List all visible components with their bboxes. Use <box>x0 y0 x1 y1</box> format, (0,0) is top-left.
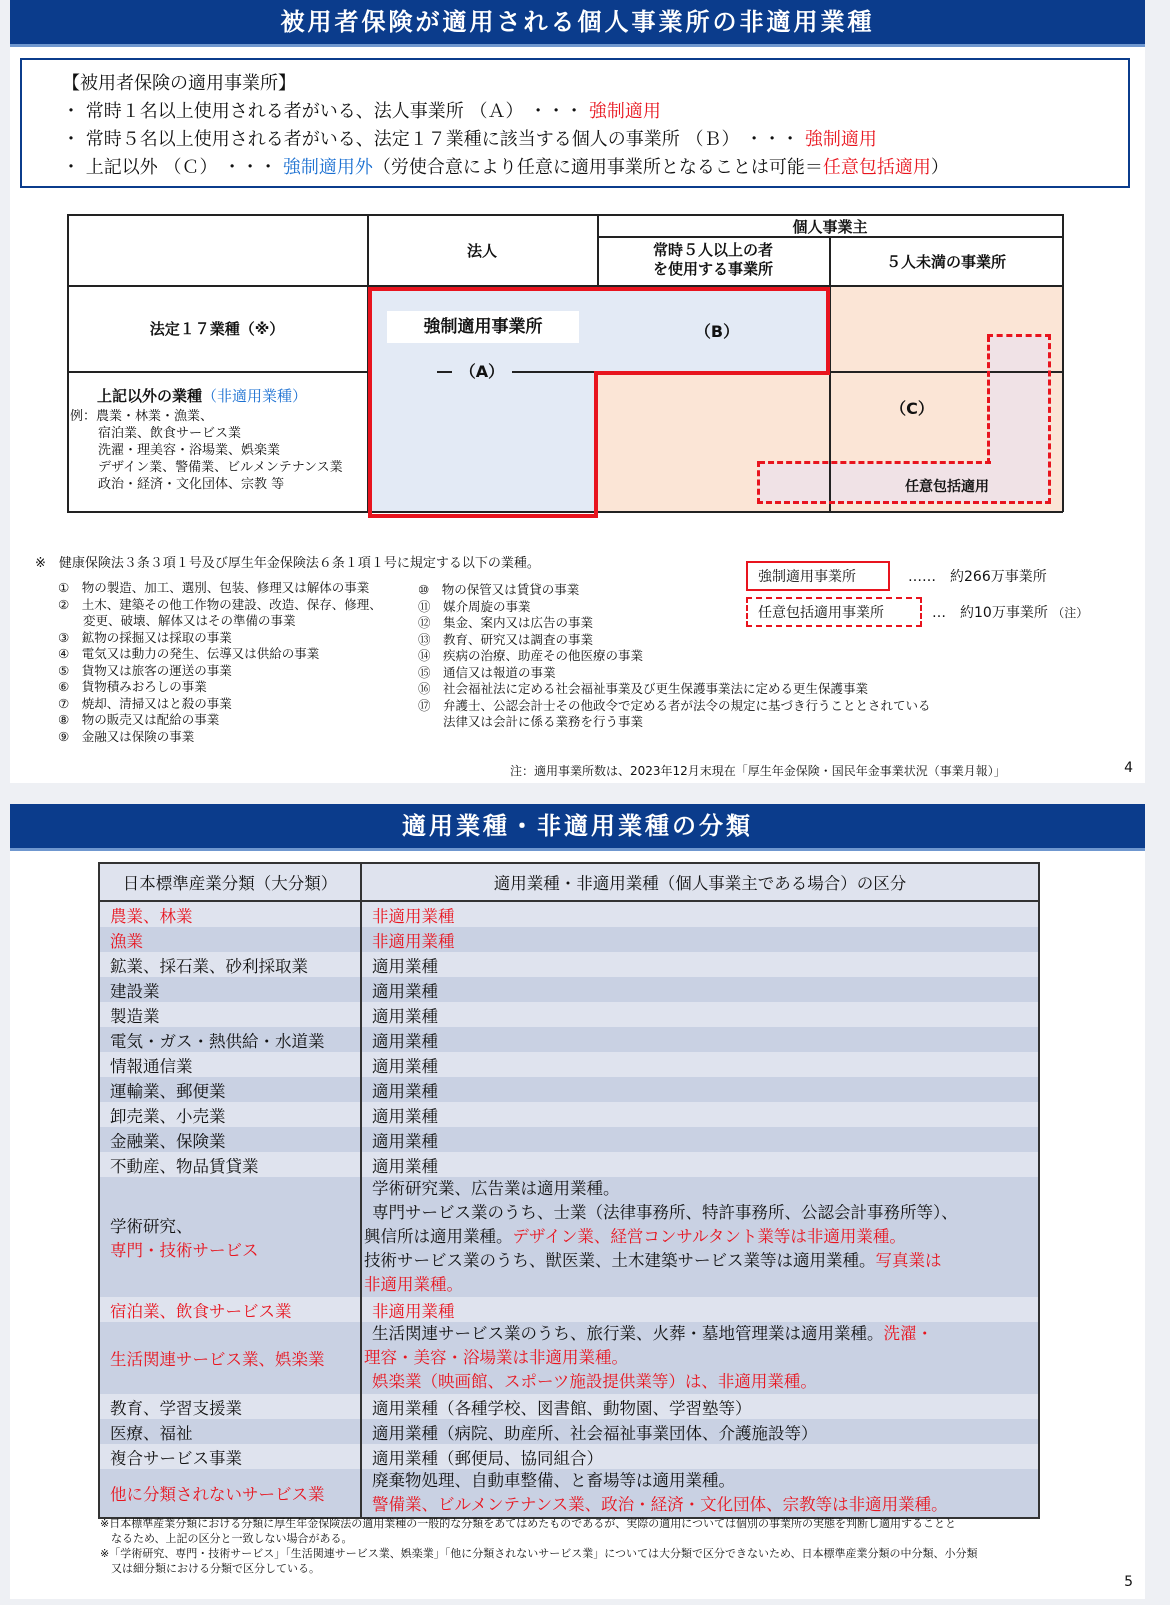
classification-cell: 適用業種 <box>361 1027 1039 1052</box>
classification-cell: 適用業種（郵便局、協同組合） <box>361 1444 1039 1469</box>
table-row <box>99 1394 1039 1419</box>
header-under5: ５人未満の事業所 <box>885 253 1006 271</box>
table-row-other <box>99 1469 1039 1518</box>
category-cell: 金融業、保険業 <box>99 1127 361 1152</box>
header-5plus: 常時５人以上の者 を使用する事業所 <box>652 241 773 278</box>
category-cell: 漁業 <box>99 927 361 952</box>
summary-line-a: ・ 常時１名以上使用される者がいる、法人事業所 （Ａ） ・・・ 強制適用 <box>62 101 661 122</box>
note-line: 洗濯・理美容・浴場業、娯楽業 <box>98 443 281 458</box>
row-other-title: 上記以外の業種（非適用業種） <box>97 387 308 405</box>
note-line: ⑰ 弁護士、公認会計士その他政令で定める者が法令の規定に基づき行うこととされている <box>418 697 931 713</box>
classification-cell: 非適用業種 <box>361 927 1039 952</box>
row-other-examples <box>70 408 343 493</box>
slide-title: 被用者保険が適用される個人事業所の非適用業種 <box>10 0 1145 47</box>
note-line: ⑨ 金融又は保険の事業 <box>58 728 195 744</box>
label-a: （A） <box>452 359 512 382</box>
notes-list-left <box>58 580 382 745</box>
legend-optional-count: … 約10万事業所 （注） <box>932 605 1089 621</box>
legend-forced-count: …… 約266万事業所 <box>908 569 1047 585</box>
label-b: （B） <box>694 322 740 341</box>
table-row <box>99 1297 1039 1322</box>
note-line: ② 土木、建築その他工作物の建設、改造、保存、修理、 <box>58 596 382 612</box>
note-line: デザイン業、警備業、ビルメンテナンス業 <box>98 460 343 475</box>
opt-fill-2 <box>989 336 1049 463</box>
header-category: 日本標準産業分類（大分類） <box>99 863 361 901</box>
classification-cell: 適用業種 <box>361 1077 1039 1102</box>
footnote: 注：適用事業所数は、2023年12月末現在「厚生年金保険・国民年金事業状況（事業月報）」 <box>510 764 1006 778</box>
note-line: ⑭ 疾病の治療、助産その他医療の事業 <box>418 648 644 663</box>
note-line: ⑯ 社会福祉法に定める社会福祉事業及び更生保護事業法に定める更生保護事業 <box>418 681 869 696</box>
note-line: ⑦ 焼却、清掃又はと殺の事業 <box>58 695 232 711</box>
category-cell: 他に分類されないサービス業 <box>99 1469 361 1518</box>
table-row <box>99 1444 1039 1469</box>
note-line: 変更、破壊、解体又はその準備の事業 <box>58 613 296 628</box>
classification-cell: 適用業種 <box>361 1102 1039 1127</box>
note-line: ③ 鉱物の採掘又は採取の事業 <box>58 629 232 645</box>
summary-line-b: ・ 常時５名以上使用される者がいる、法定１７業種に該当する個人の事業所 （Ｂ） ・・・ 強制適用 <box>62 129 877 150</box>
note-line: ① 物の製造、加工、選別、包装、修理又は解体の事業 <box>58 580 370 595</box>
category-cell: 学術研究、 専門・技術サービス <box>99 1177 361 1297</box>
table-footnotes: ※日本標準産業分類における分類に厚生年金保険法の適用業種の一般的な分類をあてはめたものであるが、実際の適用については個別の事業所の実態を判断し適用することと なるため、上記の区分と一致しない場合がある。 ※「学術研究、専門・技術サービス」「生活関連サービス業、娯楽業」「他に分類されないサービス業」については大分類で区分できないため、日本標準産業分類の中分類、小分類 又は細分類における分類で区分している。 <box>100 1517 978 1575</box>
category-cell: 建設業 <box>99 977 361 1002</box>
slide-5 <box>10 804 1145 1599</box>
legend-optional: 任意包括適用事業所 <box>746 597 922 627</box>
category-cell: 不動産、物品賃貸業 <box>99 1152 361 1177</box>
classification-cell: 廃棄物処理、自動車整備、と畜場等は適用業種。 警備業、ビルメンテナンス業、政治・経済・文化団体、宗教等は非適用業種。 <box>361 1469 1039 1518</box>
table-row <box>99 1027 1039 1052</box>
classification-cell: 適用業種 <box>361 1152 1039 1177</box>
classification-cell: 適用業種 <box>361 977 1039 1002</box>
header-corp: 法人 <box>466 242 497 260</box>
table-row-living <box>99 1322 1039 1394</box>
classification-cell: 非適用業種 <box>361 1297 1039 1322</box>
classification-cell: 適用業種 <box>361 952 1039 977</box>
category-cell: 複合サービス事業 <box>99 1444 361 1469</box>
category-cell: 宿泊業、飲食サービス業 <box>99 1297 361 1322</box>
category-cell: 生活関連サービス業、娯楽業 <box>99 1322 361 1394</box>
note-line: ④ 電気又は動力の発生、伝導又は供給の事業 <box>58 646 320 661</box>
applicability-matrix <box>67 214 1067 524</box>
classification-cell: 学術研究業、広告業は適用業種。 専門サービス業のうち、士業（法律事務所、特許事務所、公認会計事務所等）、 興信所は適用業種。デザイン業、経営コンサルタント業等は非適用業種。 技術サービス業のうち、獣医業、土木建築サービス業等は適用業種。写真業は 非適用業種。 <box>361 1177 1039 1297</box>
category-cell: 運輸業、郵便業 <box>99 1077 361 1102</box>
table-row <box>99 1052 1039 1077</box>
note-line: ⑤ 貨物又は旅客の運送の事業 <box>58 662 232 678</box>
table-row <box>99 1102 1039 1127</box>
summary-heading: 【被用者保険の適用事業所】 <box>62 73 296 94</box>
note-line: ⑥ 貨物積みおろしの事業 <box>58 679 207 694</box>
table-row-research <box>99 1177 1039 1297</box>
classification-cell: 適用業種（各種学校、図書館、動物園、学習塾等） <box>361 1394 1039 1419</box>
classification-cell: 生活関連サービス業のうち、旅行業、火葬・墓地管理業は適用業種。洗濯・ 理容・美容・浴場業は非適用業種。 娯楽業（映画館、スポーツ施設提供業等）は、非適用業種。 <box>361 1322 1039 1394</box>
header-classification: 適用業種・非適用業種（個人事業主である場合）の区分 <box>361 863 1039 901</box>
header-individual: 個人事業主 <box>792 218 868 236</box>
classification-table <box>98 862 1040 1519</box>
classification-cell: 適用業種 <box>361 1052 1039 1077</box>
category-cell: 情報通信業 <box>99 1052 361 1077</box>
table-row <box>99 1077 1039 1102</box>
note-line: 政治・経済・文化団体、宗教 等 <box>98 477 285 492</box>
summary-line-c: ・ 上記以外 （Ｃ） ・・・ 強制適用外（労使合意により任意に適用事業所となることは可能＝任意包括適用） <box>62 157 949 178</box>
note-line: 法律又は会計に係る業務を行う事業 <box>418 714 644 729</box>
classification-cell: 適用業種 <box>361 1127 1039 1152</box>
table-row <box>99 901 1039 927</box>
slide-4 <box>10 0 1145 783</box>
category-cell: 製造業 <box>99 1002 361 1027</box>
label-c: （C） <box>890 399 934 418</box>
forced-label: 強制適用事業所 <box>387 311 579 343</box>
classification-cell: 非適用業種 <box>361 901 1039 927</box>
note-line: ⑩ 物の保管又は賃貸の事業 <box>418 582 580 597</box>
row-17-industries: 法定１７業種（※） <box>149 320 285 338</box>
category-cell: 教育、学習支援業 <box>99 1394 361 1419</box>
summary-box <box>20 58 1130 188</box>
table-row <box>99 952 1039 977</box>
category-cell: 鉱業、採石業、砂利採取業 <box>99 952 361 977</box>
table-row <box>99 1419 1039 1444</box>
note-line: ⑧ 物の販売又は配給の事業 <box>58 712 220 727</box>
note-line: 宿泊業、飲食サービス業 <box>98 426 242 441</box>
page-number: 5 <box>1124 1574 1133 1590</box>
note-line: 例：農業・林業・漁業、 <box>70 409 214 424</box>
note-line: ⑪ 媒介周旋の事業 <box>418 598 531 614</box>
table-row <box>99 1152 1039 1177</box>
category-cell: 電気・ガス・熱供給・水道業 <box>99 1027 361 1052</box>
category-cell: 卸売業、小売業 <box>99 1102 361 1127</box>
table-row <box>99 977 1039 1002</box>
notes-intro: ※ 健康保険法３条３項１号及び厚生年金保険法６条１項１号に規定する以下の業種。 <box>35 556 540 571</box>
classification-cell: 適用業種 <box>361 1002 1039 1027</box>
slide-title: 適用業種・非適用業種の分類 <box>10 804 1145 851</box>
category-cell: 医療、福祉 <box>99 1419 361 1444</box>
page-number: 4 <box>1124 760 1133 776</box>
table-row <box>99 1127 1039 1152</box>
note-line: ⑬ 教育、研究又は調査の事業 <box>418 631 594 647</box>
table-row <box>99 1002 1039 1027</box>
optional-label: 任意包括適用 <box>905 479 989 495</box>
note-line: ⑫ 集金、案内又は広告の事業 <box>418 615 594 630</box>
note-line: ⑮ 通信又は報道の事業 <box>418 664 556 680</box>
legend-forced: 強制適用事業所 <box>746 561 890 591</box>
table-row <box>99 927 1039 952</box>
category-cell: 農業、林業 <box>99 901 361 927</box>
classification-cell: 適用業種（病院、助産所、社会福祉事業団体、介護施設等） <box>361 1419 1039 1444</box>
